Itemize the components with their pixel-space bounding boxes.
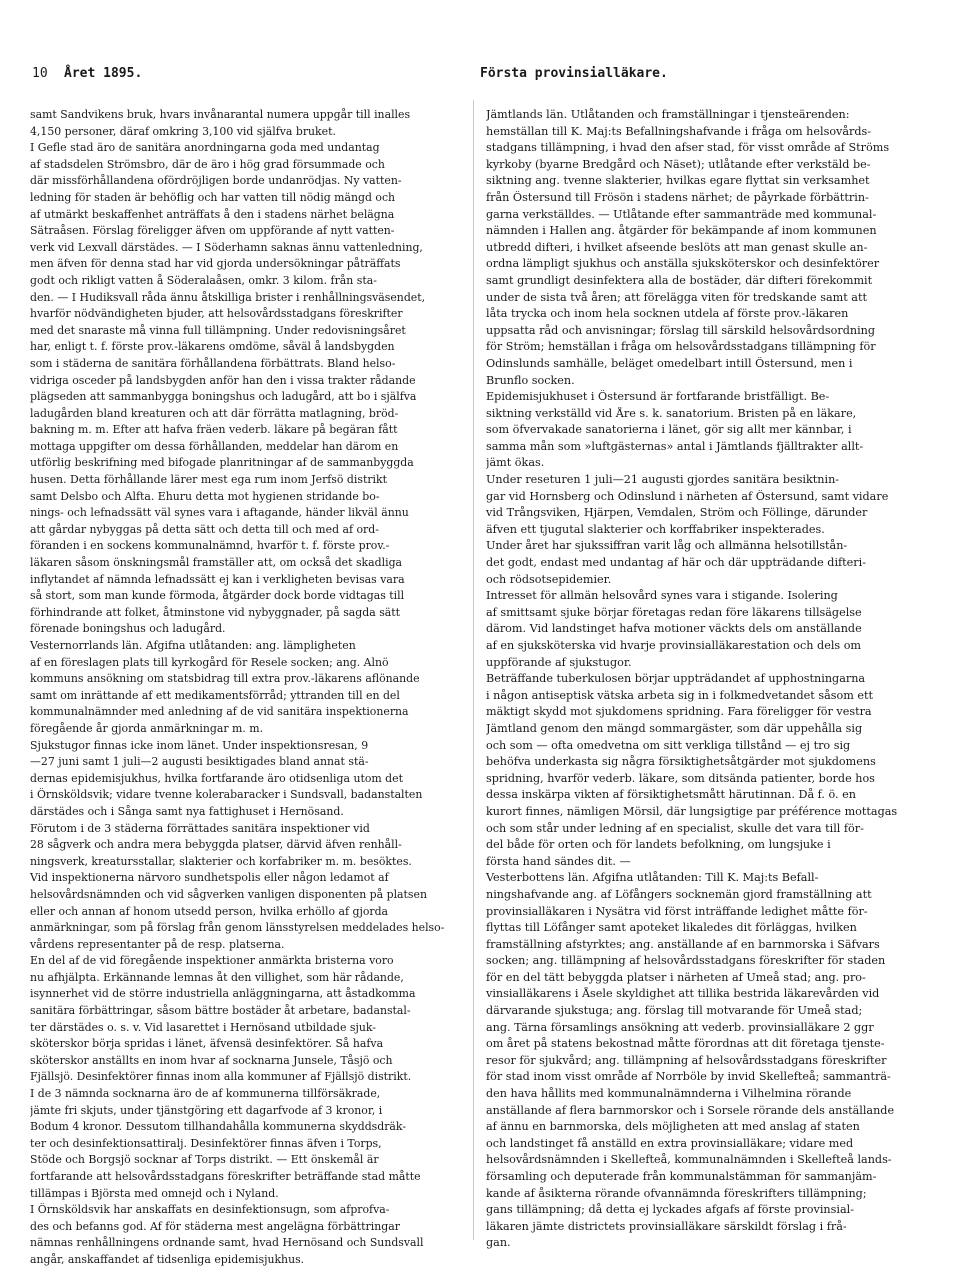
text-line: utbredd difteri, i hvilket afseende beslöts att man genast skulle an- [486,240,868,254]
text-line: från Östersund till Frösön i stadens närhet; de påyrkade förbättrin- [486,190,869,204]
text-line: förenade boningshus och ladugård. [30,622,226,636]
year-heading: Året 1895. [64,66,143,81]
text-line: En del af de vid föregående inspektioner anmärkta bristerna voro [30,954,394,968]
text-line: uppförande af sjukstugor. [486,655,632,669]
text-line: mottaga uppgifter om dessa förhållanden, meddelar han därom en [30,439,399,453]
text-line: ter och desinfektionsattiralj. Desinfektörer finnas äfven i Torps, [30,1136,382,1150]
text-line: Förutom i de 3 städerna förrättades sanitära inspektioner vid [30,821,370,835]
text-line: helsovårdsnämnden och vid sågverken vanligen disponenten på platsen [30,887,427,901]
text-line: för en del tätt bebyggda platser i närheten af Umeå stad; ang. pro- [486,970,866,984]
text-line: Bodum 4 kronor. Dessutom tillhandahålla kommunerna skyddsdräk- [30,1120,407,1134]
text-line: helsovårdsnämnden i Skellefteå, kommunalnämnden i Skellefteå lands- [486,1153,892,1167]
text-line: kommunalnämnder med anledning af de vid sanitära inspektionerna [30,705,409,719]
text-line: samt grundligt desinfektera alla de bostäder, där difteri förekommit [486,273,873,287]
text-line: gans tillämpning; då detta ej lyckades afgafs af förste provinsial- [486,1203,854,1217]
text-line: garna verkställdes. — Utlåtande efter sammanträde med kommunal- [486,207,877,221]
text-line: I Örnsköldsvik har anskaffats en desinfektionsugn, som afprofva- [30,1203,390,1217]
text-line: i någon antiseptisk vätska arbeta sig in i folkmedvetandet såsom ett [486,688,873,702]
text-line: af en föreslagen plats till kyrkogård för Resele socken; ang. Alnö [30,655,389,669]
text-line: låta trycka och inom hela socknen utdela af förste prov.-läkaren [486,307,849,321]
text-line: första hand sändes dit. — [486,854,631,868]
text-line: Beträffande tuberkulosen börjar uppträdandet af upphostningarna [486,672,866,686]
text-line: och som står under ledning af en specialist, skulle det vara till för- [486,821,864,835]
text-line: ang. Tärna församlings ansökning att vederb. provinsialläkare 2 ggr [486,1020,874,1034]
text-line: Brunflo socken. [486,373,575,387]
text-line: gar vid Hornsberg och Odinslund i närheten af Östersund, samt vidare [486,489,889,503]
text-line: Intresset för allmän helsovård synes vara i stigande. Isolering [486,589,838,603]
text-line: verk vid Lexvall därstädes. — I Söderhamn saknas ännu vattenledning, [30,240,423,254]
text-line: Vesterbottens län. Afgifna utlåtanden: Till K. Maj:ts Befall- [486,871,819,885]
text-line: och rödsotsepidemier. [486,572,612,586]
text-line: men äfven för denna stad har vid gjorda undersökningar påträffats [30,257,401,271]
text-line: Epidemisjukhuset i Östersund är fortfarande bristfälligt. Be- [486,390,830,404]
text-line: förhindrande att folket, åtminstone vid nybyggnader, på sagda sätt [30,605,401,619]
text-line: kande af åsikterna rörande ofvannämnda föreskrifters tillämpning; [486,1186,867,1200]
text-line: af utmärkt beskaffenhet anträffats å den i stadens närhet belägna [30,207,395,221]
text-line: plägseden att sammanbygga boningshus och ladugård, att bo i själfva [30,390,417,404]
text-line: ladugården bland kreaturen och att där förrätta matlagning, bröd- [30,406,399,420]
text-line: siktning verkställd vid Åre s. k. sanatorium. Bristen på en läkare, [486,406,857,420]
text-line: sköterskor anställts en inom hvar af socknarna Junsele, Tåsjö och [30,1053,393,1067]
text-line: af en sjuksköterska vid hvarje provinsialläkarestation och dels om [486,639,862,652]
text-line: nings- och lefnadssätt väl synes vara i aftagande, händer likväl ännu [30,506,409,520]
text-line: läkaren jämte districtets provinsialläkare särskildt förslag i frå- [486,1219,847,1233]
left-column [30,108,472,1270]
text-line: Stöde och Borgsjö socknar af Torps distrikt. — Ett önskemål är [30,1153,379,1167]
text-line: samt Delsbo och Alfta. Ehuru detta mot hygienen stridande bo- [30,489,380,503]
text-line: isynnerhet vid de större industriella anläggningarna, att åstadkomma [30,987,416,1001]
text-line: stadgans tillämpning, i hvad den afser stad, för visst område af Ströms [486,141,890,155]
text-line: sanitära förbättringar, såsom bättre bostäder åt arbetare, badanstal- [30,1004,411,1018]
text-line: där missförhållandena ofördröjligen borde undanrödjas. Ny vatten- [30,174,402,188]
text-line: därstädes och i Sånga samt nya fattighuset i Hernösand. [30,804,344,818]
text-line: godt och rikligt vatten å Söderalaåsen, omkr. 3 kilom. från sta- [30,273,377,287]
text-line: 28 sågverk och andra mera bebyggda platser, därvid äfven renhåll- [30,838,402,852]
text-line: föranden i en sockens kommunalnämnd, hvarför t. f. förste prov.- [30,539,390,553]
text-line: uppsatta råd och anvisningar; förslag till särskild helsovårdsordning [486,323,876,337]
text-line: hvarför nödvändigheten bjuder, att helsovårdsstadgans föreskrifter [30,307,403,321]
text-line: för Ström; hemställan i fråga om helsovårdsstadgans tillämpning för [486,340,876,354]
text-line: Under året har sjukssiffran varit låg och allmänna helsotillstån- [486,539,848,553]
text-line: därvarande sjukstuga; ang. förslag till motvarande för Umeå stad; [486,1004,863,1018]
text-line: anmärkningar, som på förslag från genom länsstyrelsen meddelades helso- [30,921,445,935]
text-line: och landstinget få anställd en extra provinsialläkare; vidare med [486,1136,854,1150]
text-line: socken; ang. tillämpning af helsovårdsstadgans föreskrifter för staden [486,954,886,968]
text-line: Jämtland genom den mängd sommargäster, som där uppehålla sig [486,721,863,735]
text-line: som i städerna de sanitära förhållandena förbättrats. Bland helso- [30,356,396,370]
text-line: så stort, som man kunde förmoda, åtgärder dock borde vidtagas till [30,589,405,603]
text-line: nu afhjälpta. Erkännande lemnas åt den villighet, som här rådande, [30,970,404,984]
right-column [486,108,948,1253]
text-line: därom. Vid landstinget hafva motioner väckts dels om anställande [486,622,862,636]
text-line: sköterskor börja spridas i länet, äfvensä desinfektörer. Så hafva [30,1037,384,1051]
text-line: eller och annan af honom utsedd person, hvilka erhöllo af gjorda [30,904,389,918]
text-line: läkaren såsom önskningsmål framställer att, om också det skadliga [30,556,403,570]
text-line: att gårdar nybyggas på detta sätt och detta till och med af ord- [30,522,379,536]
text-line: församling och deputerade från kommunalstämman för sammanjäm- [486,1170,877,1183]
text-line: ningshafvande ang. af Löfångers socknemän gjord framställning att [486,887,872,901]
text-line: kyrkoby (byarne Bredgård och Näset); utlåtande efter verkstäld be- [486,157,871,171]
text-line: provinsialläkaren i Nysätra vid först inträffande ledighet måtte för- [486,904,868,918]
text-line: vårdens representanter på de resp. platserna. [30,937,285,951]
text-line: jämte fri skjuts, under tjänstgöring ett dagarfvode af 3 kronor, i [30,1103,383,1117]
text-line: Sjukstugor finnas icke inom länet. Under inspektionsresan, 9 [30,738,369,752]
text-line: del både för orten och för landets befolkning, om lungsjuke i [486,838,831,852]
text-line: det godt, endast med undantag af här och där uppträdande difteri- [486,556,866,570]
text-line: äfven ett tjugutal slakterier och korffabriker inspekterades. [486,522,825,536]
text-line: nämnas renhållningens ordnande samt, hvad Hernösand och Sundsvall [30,1236,424,1250]
text-line: dernas epidemisjukhus, hvilka fortfarande äro otidsenliga utom det [30,771,403,785]
text-line: Under reseturen 1 juli—21 augusti gjordes sanitära besiktnin- [486,473,840,487]
text-line: samt Sandvikens bruk, hvars invånarantal numera uppgår till inalles [30,108,411,121]
text-line: ter därstädes o. s. v. Vid lasarettet i Hernösand utbildade sjuk- [30,1020,376,1034]
text-line: mäktigt skydd mot sjukdomens spridning. Fara föreligger för vestra [486,705,872,719]
text-line: tillämpas i Björsta med omnejd och i Nyland. [30,1186,279,1200]
text-line: Vesternorrlands län. Afgifna utlåtanden: ang. lämpligheten [30,639,356,652]
text-line: gan. [486,1236,511,1250]
text-line: angår, anskaffandet af tidsenliga epidemisjukhus. [30,1252,305,1266]
text-line: af ännu en barnmorska, dels möjligheten att med anslag af staten [486,1120,860,1134]
text-line: samma mån som »luftgästernas» antal i Jämtlands fjälltrakter allt- [486,439,864,453]
text-line: spridning, hvarför vederb. läkare, som ditsända patienter, borde hos [486,771,875,785]
text-line: i Örnsköldsvik; vidare tvenne kolerabaracker i Sundsvall, badanstalten [30,788,423,802]
text-line: Fjällsjö. Desinfektörer finnas inom alla kommuner af Fjällsjö distrikt. [30,1070,412,1084]
text-line: den hava hållits med kommunalnämnderna i Vilhelmina rörande [486,1087,852,1101]
text-line: I de 3 nämnda socknarna äro de af kommunerna tillförsäkrade, [30,1087,381,1101]
text-line: resor för sjukvård; ang. tillämpning af helsovårdsstadgans föreskrifter [486,1053,887,1067]
text-line: vid Trångsviken, Hjärpen, Vemdalen, Ström och Föllinge, därunder [486,506,868,520]
text-line: för stad inom visst område af Norrböle by invid Skellefteå; sammanträ- [486,1070,891,1084]
text-line: kurort finnes, nämligen Mörsil, där lungsigtige par préférence mottagas [486,804,898,818]
text-line: jämt ökas. [486,456,545,470]
text-line: flyttas till Löfånger samt apoteket likaledes dit förläggas, hvilken [486,921,857,935]
text-line: har, enligt t. f. förste prov.-läkarens omdöme, såväl å landsbygden [30,340,395,354]
text-line: behöfva underkasta sig några försiktighetsåtgärder mot sjukdomens [486,755,876,769]
text-line: inflytandet af nämnda lefnadssätt ej kan i verkligheten bevisas vara [30,572,405,586]
text-line: och som — ofta omedvetna om sitt verkliga tillstånd — ej tro sig [486,738,851,752]
text-line: föregående år gjorda anmärkningar m. m. [30,721,264,735]
text-line: Sätraåsen. Förslag föreligger äfven om uppförande af nytt vatten- [30,224,395,238]
text-line: framställning afstyrktes; ang. anställande af en barnmorska i Säfvars [486,937,880,951]
text-line: Odinslunds samhälle, beläget omedelbart intill Östersund, men i [486,356,853,370]
text-line: under de sista två åren; att föreläggа viten för tredskande samt att [486,290,867,304]
text-line: ningsverk, kreatursstallar, slakterier och korfabriker m. m. besöktes. [30,854,412,868]
text-line: dessa inskärpa vikten af försiktighetsmått härutinnan. Då f. ö. en [486,788,856,802]
text-line: ordna lämpligt sjukhus och anställa sjuksköterskor och desinfektörer [486,257,880,271]
running-title: Första provinsialläkare. [480,66,668,81]
text-line: —27 juni samt 1 juli—2 augusti besiktigades bland annat stä- [30,755,369,769]
column-divider [473,100,474,1240]
page-header [32,66,944,88]
text-line: anställande af flera barnmorskor och i Sorsele rörande dels anställande [486,1103,895,1117]
text-line: af smittsamt sjuke börjar företagas redan före läkarens tillsägelse [486,605,862,619]
text-line: I Gefle stad äro de sanitära anordningarna goda med undantag [30,141,380,155]
text-line: om året på statens bekostnad måtte förordnas att dit företaga tjenste- [486,1037,885,1051]
text-line: som öfvervakade sanatorierna i länet, gör sig allt mer kännbar, i [486,423,852,437]
text-line: nämnden i Hallen ang. åtgärder för bekämpande af inom kommunen [486,224,877,238]
text-line: vinsialläkarens i Åsele skyldighet att tillika bestrida läkarevården vid [486,987,880,1001]
text-line: utförlig beskrifning med bifogade planritningar af de sammanbyggda [30,456,414,470]
text-line: den. — I Hudiksvall råda ännu åtskilliga brister i renhållningsväsendet, [30,290,426,304]
text-line: 4,150 personer, däraf omkring 3,100 vid själfva bruket. [30,124,336,138]
text-line: bakning m. m. Efter att hafva fräen vederb. läkare på begäran fått [30,423,398,437]
text-line: des och befanns god. Af för städerna mest angelägna förbättringar [30,1219,400,1233]
text-line: med det snaraste må vinna full tillämpning. Under redovisningsåret [30,323,406,337]
text-line: husen. Detta förhållande lärer mest ega rum inom Jerfsö distrikt [30,473,387,487]
text-line: Vid inspektionerna närvoro sundhetspolis eller någon ledamot af [30,871,389,885]
page-number: 10 [32,66,48,81]
text-line: ledning för staden är behöflig och har vatten till nödig mängd och [30,190,396,204]
text-line: Jämtlands län. Utlåtanden och framställningar i tjensteärenden: [486,108,850,121]
text-line: siktning ang. tvenne slakterier, hvilkas egare flyttat sin verksamhet [486,174,870,188]
text-line: hemställan till K. Maj:ts Befallningshafvande i fråga om helsovårds- [486,124,872,138]
text-line: fortfarande att helsovårdsstadgans föreskrifter beträffande stad måtte [30,1170,421,1183]
text-line: kommuns ansökning om statsbidrag till extra prov.-läkarens aflönande [30,672,420,686]
text-line: vidriga osceder på landsbygden anför han den i vissa trakter rådande [30,373,416,387]
text-line: af stadsdelen Strömsbro, där de äro i hög grad försummade och [30,157,385,171]
text-line: samt om inrättande af ett medikamentsförråd; yttranden till en del [30,688,400,702]
